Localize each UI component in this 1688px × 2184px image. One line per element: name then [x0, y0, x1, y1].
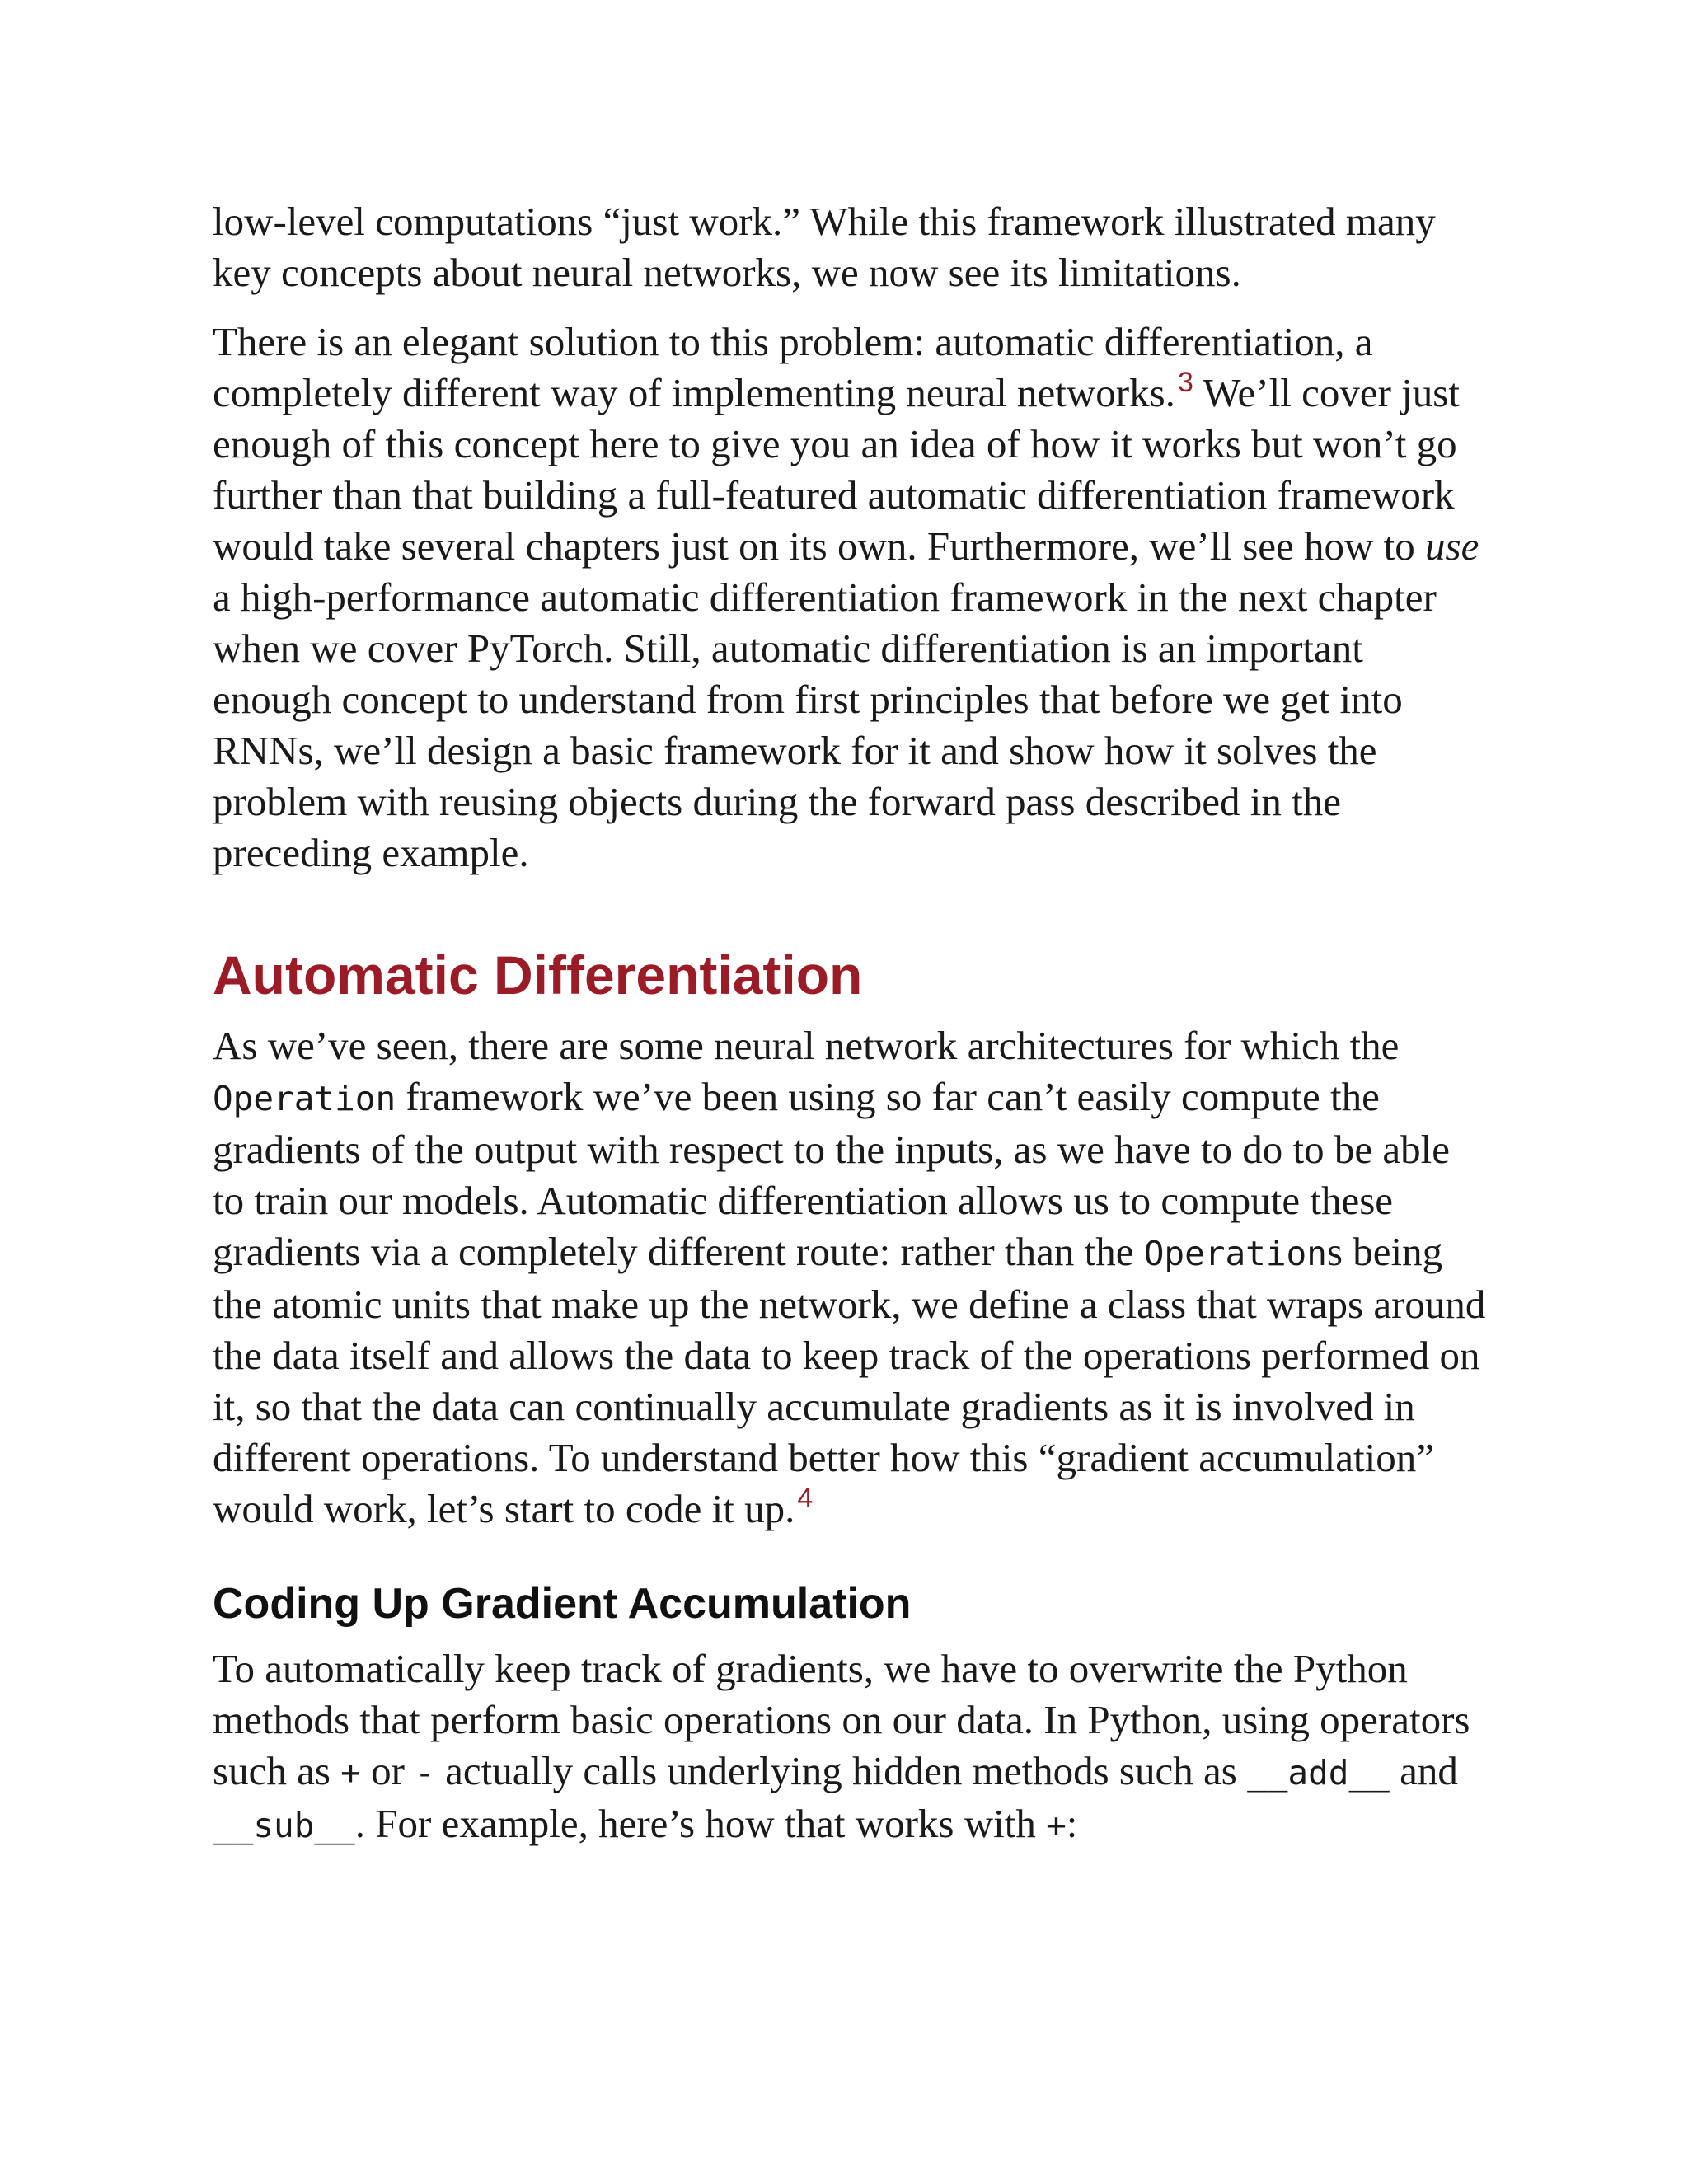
- subsection-paragraph-1: [213, 1643, 1490, 1851]
- subsection-text: actually calls underlying hidden methods such as: [434, 1748, 1248, 1793]
- inline-code-plus: +: [340, 1753, 361, 1793]
- subsection-heading: Coding Up Gradient Accumulation: [213, 1580, 912, 1628]
- intro-text: We’ll cover just enough of this concept here to give you an idea of how it works but won’t go further than that building a full-featured automatic differentiation framework would take several chapters just on its own. Furthermore, we’ll see how to: [213, 370, 1460, 569]
- inline-code-sub: __sub__: [213, 1806, 355, 1845]
- inline-code-add: __add__: [1247, 1753, 1390, 1793]
- inline-code-minus: -: [415, 1753, 435, 1793]
- section-heading: Automatic Differentiation: [213, 944, 863, 1005]
- section-text: framework we’ve been using so far can’t easily compute the gradients of the output with respect to the inputs, as we have to do to be able to train our models. Automatic differentiation allows us to compute these gradients via a completely different route: rather than the: [213, 1074, 1450, 1274]
- page-content: [213, 196, 1490, 1869]
- subsection-text: and: [1389, 1748, 1458, 1793]
- intro-paragraph-2: [213, 316, 1490, 879]
- intro-text: low-level computations “just work.” While this framework illustrated many key concepts about neural networks, we now see its limitations.: [213, 199, 1436, 295]
- section-paragraph-1: [213, 1020, 1490, 1535]
- section-text: As we’ve seen, there are some neural network architectures for which the: [213, 1023, 1400, 1068]
- subsection-text: :: [1066, 1801, 1078, 1846]
- emphasis-use: use: [1425, 523, 1479, 569]
- section-text: s being the atomic units that make up the network, we define a class that wraps around the data itself and allows the data to keep track of the operations performed on it, so that the data can continually accumulate gradients as it is involved in different operations. To understand better how this “gradient accumulation” would work, let’s start to code it up.: [213, 1229, 1486, 1531]
- intro-paragraph-1: [213, 196, 1490, 298]
- subsection-text: To automatically keep track of gradients, we have to overwrite the Python methods that perform basic operations on our data. In Python, using operators such as: [213, 1646, 1470, 1793]
- footnote-ref-4[interactable]: 4: [797, 1483, 814, 1514]
- intro-text: There is an elegant solution to this problem: automatic differentiation, a completely different way of implementing neural networks.: [213, 319, 1373, 415]
- inline-code-plus: +: [1046, 1806, 1067, 1845]
- subsection-text: or: [360, 1748, 415, 1793]
- inline-code-operation: Operation: [1143, 1234, 1327, 1273]
- footnote-ref-3[interactable]: 3: [1177, 367, 1193, 398]
- subsection-text: . For example, here’s how that works with: [354, 1801, 1047, 1846]
- inline-code-operation: Operation: [213, 1079, 396, 1118]
- intro-text: a high-performance automatic differentiation framework in the next chapter when we cover PyTorch. Still, automatic differentiation is an important enough concept to understand from first principles that before we get into RNNs, we’ll design a basic framework for it and show how it solves the problem with reusing objects during the forward pass described in the preceding example.: [213, 574, 1437, 875]
